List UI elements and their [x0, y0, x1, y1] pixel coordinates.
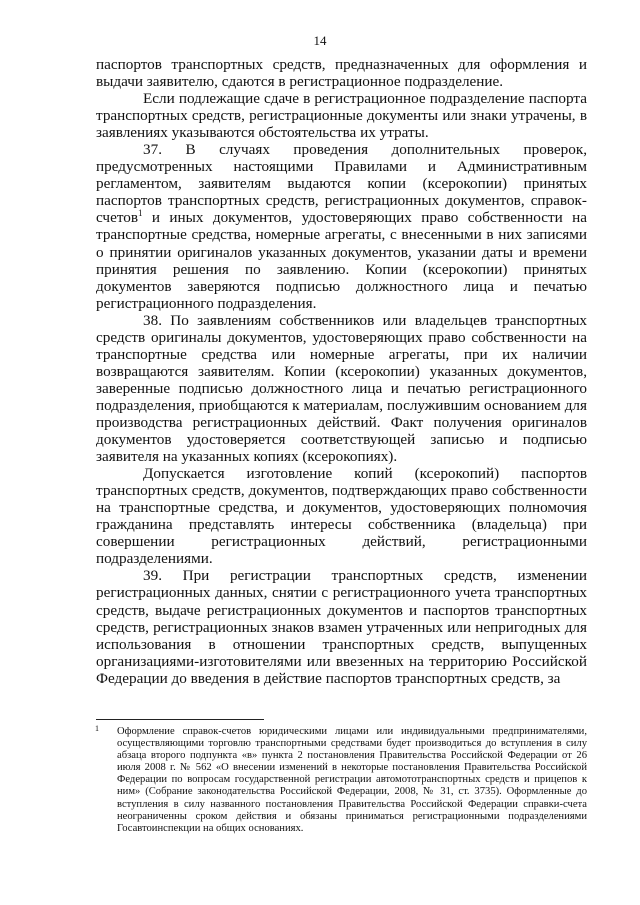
- paragraph-continuation: паспортов транспортных средств, предназначенных для оформления и выдачи заявителю, сдаются в регистрационное подразделение.: [96, 56, 587, 91]
- footnote: [96, 726, 587, 835]
- paragraph-38: 38. По заявлениям собственников или владельцев транспортных средств оригиналы документов, удостоверяющих право собственности на транспортные средства или номерные агрегаты, при их наличии возвращаются заявителям. Копии (ксерокопии) указанных документов, заверенные подписью должностного лица и печатью регистрационного подразделения, приобщаются к материалам, послужившим основанием для производства регистрационных действий. Факт получения оригиналов документов удостоверяется соответствующей записью и подписью заявителя на указанных копиях (ксерокопиях).: [96, 311, 587, 466]
- footnote-text: Оформление справок-счетов юридическими лицами или индивидуальными предпринимателями, осуществляющими торговлю транспортными средствами будет производиться до вступления в силу абзаца второго подпункта «в» пункта 2 постановления Правительства Российской Федерации от 26 июля 2008 г. № 562 «О внесении изменений в некоторые постановления Правительства Российской Федерации по вопросам государственной регистрации автомототранспортных средств и прицепов к ним» (Собрание законодательства Российской Федерации, 2008, № 31, ст. 3735). Оформленные до вступления в силу названного постановления Правительства Российской Федерации справки-счета неограниченны сроком действия и обязаны приниматься регистрационными подразделениями Госавтоинспекции на общих основаниях.: [117, 726, 587, 834]
- paragraph-37: [96, 141, 587, 311]
- paragraph-lost-documents: Если подлежащие сдаче в регистрационное подразделение паспорта транспортных средств, регистрационные документы или знаки утрачены, в заявлениях указываются обстоятельства их утраты.: [96, 90, 587, 142]
- paragraph-37-part1: 37. В случаях проведения дополнительных проверок, предусмотренных настоящими Правилами и Административным регламентом, заявителям выдаются копии (ксерокопии) принятых паспортов транспортных средств, регистрационных документов, справок-счетов: [96, 141, 587, 227]
- footnote-reference: 1: [138, 208, 143, 219]
- paragraph-copies-allowed: Допускается изготовление копий (ксерокопий) паспортов транспортных средств, документов, подтверждающих право собственности на транспортные средства, и документов, удостоверяющих полномочия гражданина представлять интересы собственника (владельца) при совершении регистрационных действий, регистрационными подразделениями.: [96, 465, 587, 568]
- page-number: 14: [313, 33, 327, 48]
- body-text: [96, 56, 587, 687]
- paragraph-37-part2: и иных документов, удостоверяющих право собственности на транспортные средства, номерные агрегаты, с внесенными в них записями о принятии оригиналов указанных документов, указании даты и времени принятия решения по заявлению. Копии (ксерокопии) принятых документов заверяются подписью должностного лица и печатью регистрационного подразделения.: [96, 209, 587, 312]
- footnote-divider: [96, 719, 264, 720]
- paragraph-39: 39. При регистрации транспортных средств, изменении регистрационных данных, снятии с регистрационного учета транспортных средств, выдаче регистрационных документов и паспортов транспортных средств, регистрационных знаков взамен утраченных или непригодных для использования в отношении транспортных средств, выпущенных организациями-изготовителями или ввезенных на территорию Российской Федерации до введения в действие паспортов транспортных средств, за: [96, 567, 587, 687]
- footnote-mark: 1: [95, 724, 99, 733]
